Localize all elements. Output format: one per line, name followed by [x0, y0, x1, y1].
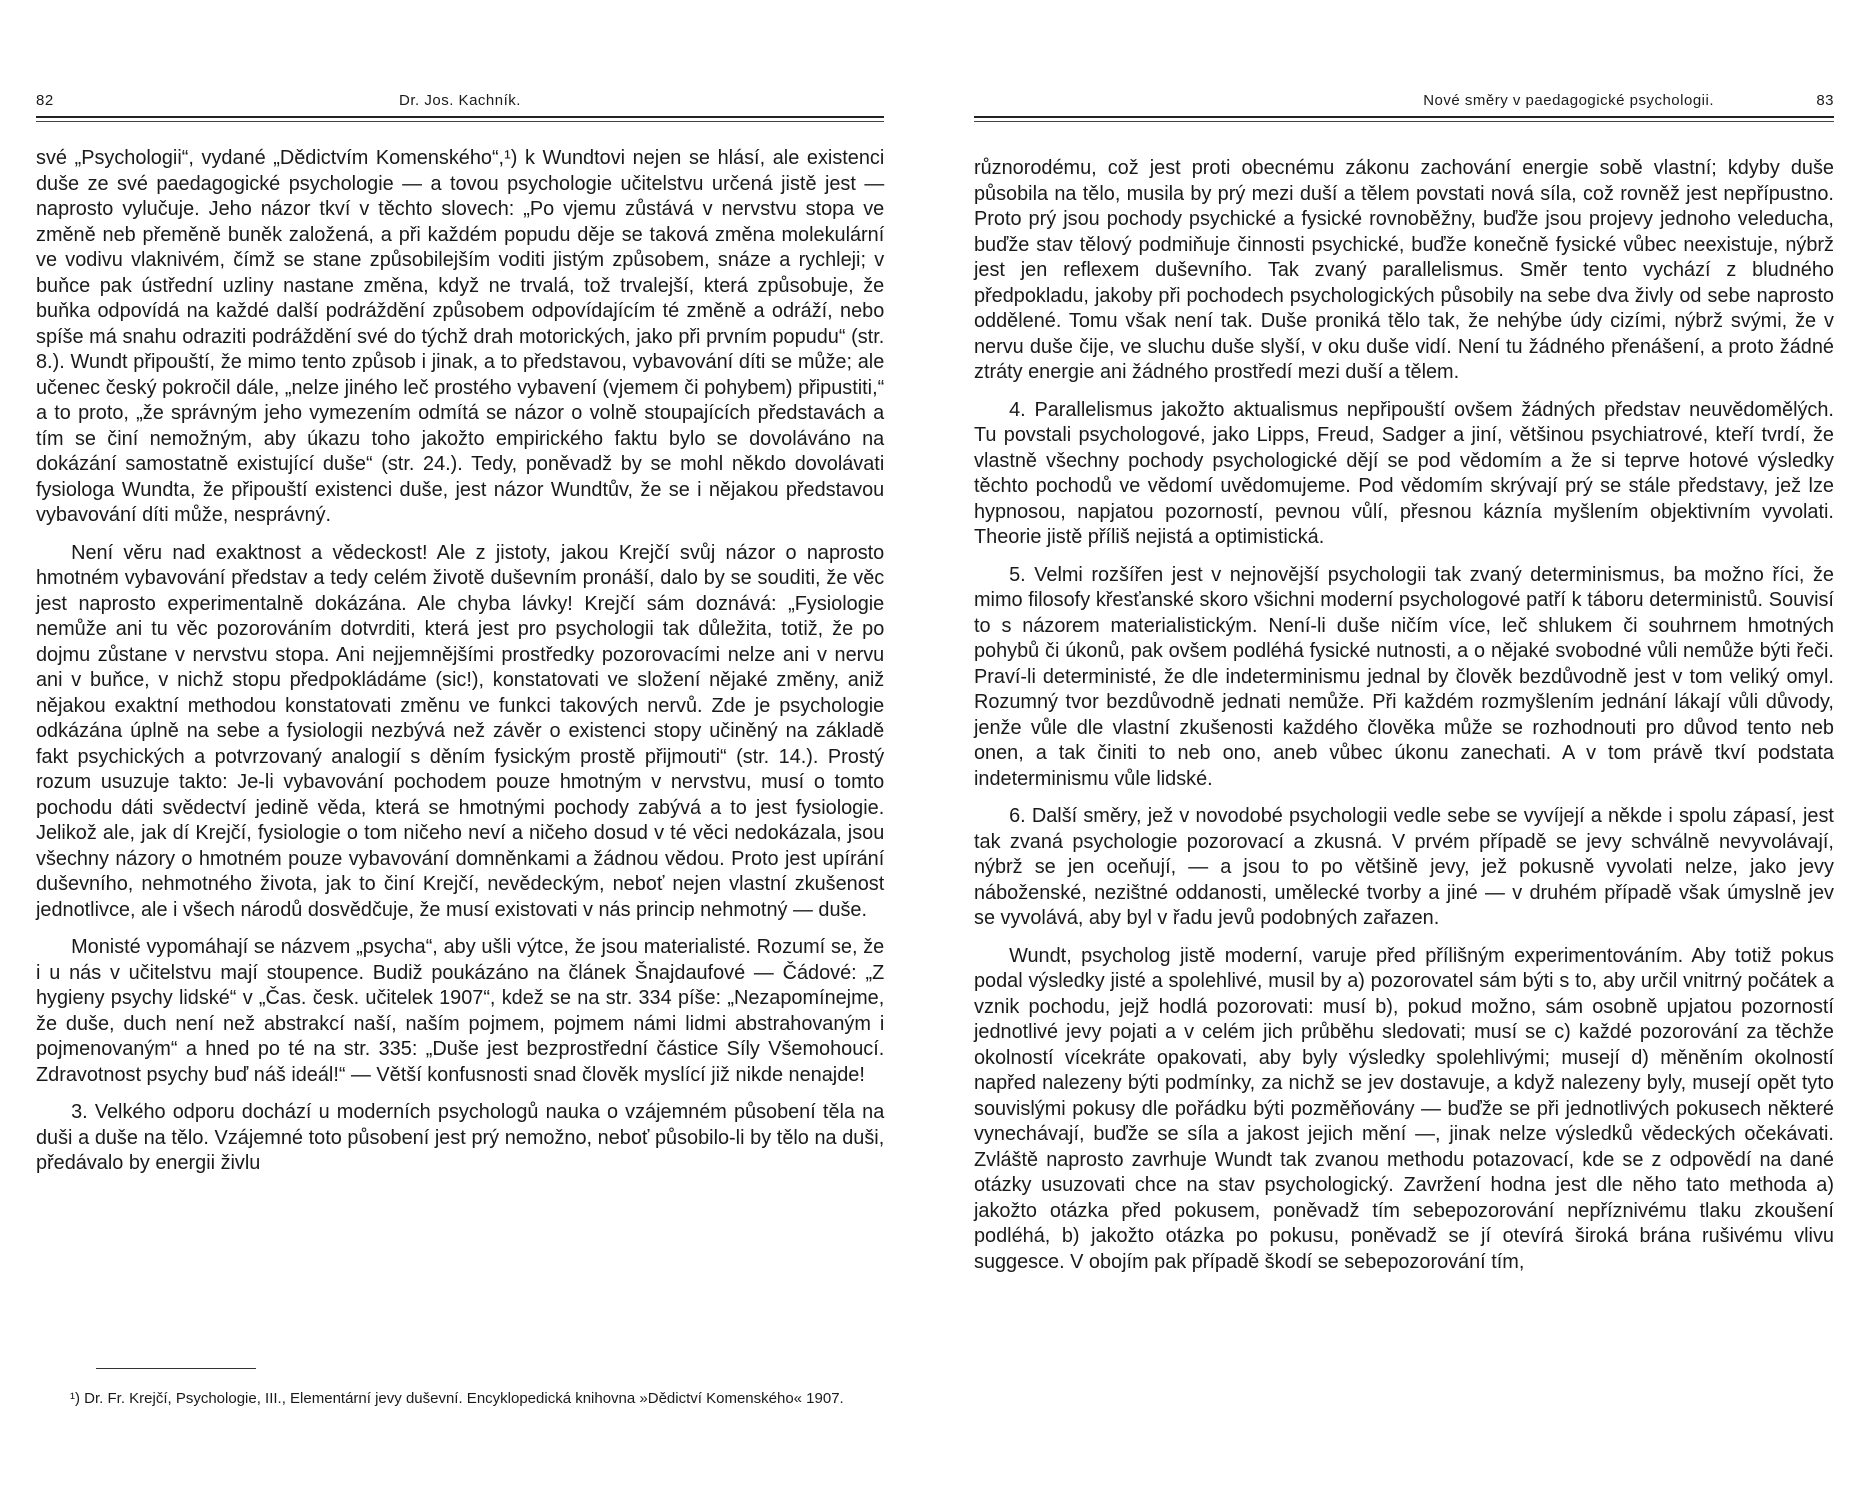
page-body	[974, 156, 1834, 1287]
paragraph: 5. Velmi rozšířen jest v nejnovější psychologii tak zvaný determinismus, ba možno říci, že mimo filosofy křesťanské skoro všichni moderní psychologové patří k táboru deterministů. Souvisí to s názorem materialistickým. Není-li duše ničím více, leč shlukem či souhrnem hmotných pohybů či úkonů, pak ovšem podléhá fysické nutnosti, a o nějaké svobodné vůli nemůže býti řeči. Praví-li deterministé, že dle indeterminismu jednal by člověk bezdůvodně jest v tom veliký omyl. Rozumný tvor bezdůvodně jednati nemůže. Při každém rozmyšlením jednání lákají vůli důvody, jenže vůle dle vlastní zkušenosti každého člověka může se rozhodnouti pro důvod tento neb onen, a tak činiti to neb ono, aneb vůbec úkonu zanechati. A v tom právě tkví podstata indeterminismu vůle lidské.	[974, 563, 1834, 790]
running-head	[36, 92, 884, 112]
paragraph: Není věru nad exaktnost a vědeckost! Ale z jistoty, jakou Krejčí svůj názor o naprosto hmotném vybavování představ a tedy celém životě duševním pronáší, dalo by se souditi, že věc jest naprosto experimentalně dokázána. Ale chyba lávky! Krejčí sám doznává: „Fysiologie nemůže ani tu věc pozorováním dotvrditi, která jest pro psychologii tak důležita, totiž, že po dojmu zůstane v nervstvu stopa. Ani nejjemnějšími prostředky pozorovacími nelze ani v nervu ani v buňce, v nichž stopu předpokládáme (sic!), konstatovati ve složení nějaké změny, aniž nějakou exaktní methodou konstatovati změnu ve funkci takových nervů. Zde je psychologie odkázána úplně na sebe a fysiologii nezbývá než závěr o existenci stopy učiněný na základě fakt psychických a potvrzovaný analogií s děním fysickým prostě přijmouti“ (str. 14.). Prostý rozum usuzuje takto: Je-li vybavování pochodem pouze hmotným v nervstvu, musí o tomto pochodu dáti svědectví jedině věda, která se hmotnými pochody zabývá a to jest fysiologie. Jelikož ale, jak dí Krejčí, fysiologie o tom ničeho neví a ničeho dosud v té věci nedokázala, jsou všechny názory o hmotném pouze vybavování domněnkami a žádnou vědou. Proto jest upírání duševního, nehmotného života, jak to činí Krejčí, nevědeckým, neboť nejen vlastní zkušenost jednotlivce, ale i všech národů dosvědčuje, že musí existovati v nás princip nehmotný — duše.	[36, 541, 885, 921]
page-body	[36, 146, 884, 1189]
header-rule	[974, 116, 1834, 122]
header-rule	[36, 116, 884, 122]
paragraph: Wundt, psycholog jistě moderní, varuje před přílišným experimentováním. Aby totiž pokus podal výsledky jisté a spolehlivé, musil by a) pozorovatel sám býti s to, aby určil vnitrný počátek a vznik pochodu, jejž hodlá pozorovati: musí b), pokud možno, sám osobně upjatou pozorností jednotlivé jevy pojati a v celém jich průběhu sledovati; musí se c) každé pozorování za těchže okolností vícekráte opakovati, aby byly výsledky spolehlivými; musejí d) měněním okolností napřed nalezeny býti podmínky, za nichž se jev dostavuje, a když nalezeny byly, musejí opět tyto souvislými pokusy dle pořádku býti pozměňovány — buďže se při jednotlivých pokusech některé vynechávají, buďže se síla a jakost jejich mění —, jinak nelze výsledků vědeckých očekávati. Zvláště naprosto zavrhuje Wundt tak zvanou methodu potazovací, kde se z odpovědí na dané otázky usuzovati chce na stav psychologický. Zavržení hodna jest dle něho tato methoda a) jakožto otázka před pokusem, poněvadž tím sebepozorování nepříznivému tlaku zkoušení podléhá, b) jakožto otázka po pokusu, poněvadž se jí otevírá široká brána rušivému vlivu suggesce. V obojím pak případě škodí se sebepozorování tím,	[974, 944, 1834, 1273]
paragraph: své „Psychologii“, vydané „Dědictvím Komenského“,¹) k Wundtovi nejen se hlásí, ale existenci duše ze své paedagogické psychologie — a tovou psychologie učitelstvu určená jistě jest — naprosto vylučuje. Jeho názor tkví v těchto slovech: „Po vjemu zůstává v nervstvu stopa ve změně neb přeměně buněk založená, a při každém popudu děje se taková změna molekulární ve vodivu vlaknivém, čímž se stane způsobilejším voditi jistým způsobem, snáze a rychleji; v buňce pak ústřední uzliny nastane změna, když ne trvalá, tož trvalejší, která způsobuje, že buňka odpovídá na každé další podráždění způsobem odpovídajícím té změně a odráží, nebo spíše má snahu odraziti podráždění své do týchž drah motorických, jako při prvním popudu“ (str. 8.). Wundt připouští, že mimo tento způsob i jinak, a to představou, vybavování díti se může; ale učenec český pokročil dále, „nelze jiného leč prostého vybavení (vjemem či pohybem) připustiti,“ a to proto, „že správným jeho vymezením odmítá se názor o volně stoupajících představách a tím se činí nemožným, aby úkazu toho jakožto empirického faktu bylo se dovoláváno na dokázání samostatně existující duše“ (str. 24.). Tedy, poněvadž by se mohl někdo dovolávati fysiologa Wundta, že připouští existenci duše, jest názor Wundtův, že se i nějakou představou vybavování díti může, nesprávný.	[36, 147, 885, 526]
footnote: ¹) Dr. Fr. Krejčí, Psychologie, III., Elementární jevy duševní. Encyklopedická knihovna »Dědictví Komenského« 1907.	[70, 1390, 844, 1407]
paragraph: 4. Parallelismus jakožto aktualismus nepřipouští ovšem žádných představ neuvědomělých. Tu povstali psychologové, jako Lipps, Freud, Sadger a jiní, většinou psychiatrové, kteří tvrdí, že vlastně všechny pochody psychologické dějí se pod vědomím a že si teprve hotové výsledky těchto pochodů ve vědomí uvědomujeme. Pod vědomím skrývají prý se stále představy, jež lze hypnosou, napjatou pozorností, pevnou vůlí, přesnou káznía myšlením objektivním vyvolati. Theorie jistě příliš nejistá a optimistická.	[974, 398, 1834, 548]
page-number: 83	[1816, 92, 1834, 109]
page-number: 82	[36, 92, 54, 109]
paragraph: 6. Další směry, jež v novodobé psychologii vedle sebe se vyvíjejí a někde i spolu zápasí, jest tak zvaná psychologie pozorovací a zkusná. V prvém případě se jevy schválně nevyvolávají, nýbrž se jen oceňují, — a jsou to po většině jevy, jež pokusně vyvolati nelze, jako jevy náboženské, nezištné oddanosti, umělecké tvorby a jiné — v druhém případě však úmyslně jev se vyvolává, aby byl v řadu jevů podobných zařazen.	[974, 805, 1834, 929]
paragraph: Monisté vypomáhají se názvem „psycha“, aby ušli výtce, že jsou materialisté. Rozumí se, že i u nás v učitelstvu mají stoupence. Budiž poukázáno na článek Šnajdaufové — Čádové: „Z hygieny psychy lidské“ v „Čas. česk. učitelek 1907“, kdež se na str. 334 píše: „Nezapomínejme, že duše, duch není než abstrakcí naší, naším pojmem, pojmem námi lidmi abstrahovaným i pojmenovaným“ a hned po té na str. 335: „Duše jest bezprostřední částice Síly Všemohoucí. Zdravotnost psychy buď náš ideál!“ — Větší konfusnosti snad člověk myslící již nikde nenajde!	[36, 936, 885, 1086]
running-head-title: Dr. Jos. Kachník.	[399, 92, 521, 109]
paragraph: různorodému, což jest proti obecnému zákonu zachování energie sobě vlastní; kdyby duše působila na tělo, musila by prý mezi duší a tělem povstati nová síla, což rovněž jest nepřípustno. Proto prý jsou pochody psychické a fysické rovnoběžny, buďže jsou projevy jednoho veleducha, buďže stav tělový podmiňuje činnosti psychické, buďže konečně fysické vůbec neexistuje, nýbrž jest jen reflexem duševního. Tak zvaný parallelismus. Směr tento vychází z bludného předpokladu, jakoby při pochodech psychologických působily na sebe dva živly od sebe naprosto oddělené. Tomu však není tak. Duše proniká tělo tak, že nehýbe údy cizími, nýbrž svými, že v nervu duše čije, ve sluchu duše slyší, v oku duše vidí. Není tu žádného přenášení, a proto žádné ztráty energie ani žádného prostředí mezi duší a tělem.	[974, 157, 1834, 383]
footnote-rule	[96, 1368, 256, 1369]
running-head	[974, 92, 1834, 112]
running-head-title: Nové směry v paedagogické psychologii.	[1423, 92, 1714, 109]
paragraph: 3. Velkého odporu dochází u moderních psychologů nauka o vzájemném působení těla na duši a duše na tělo. Vzájemné toto působení jest prý nemožno, neboť působilo-li by tělo na duši, předávalo by energii živlu	[36, 1101, 885, 1174]
